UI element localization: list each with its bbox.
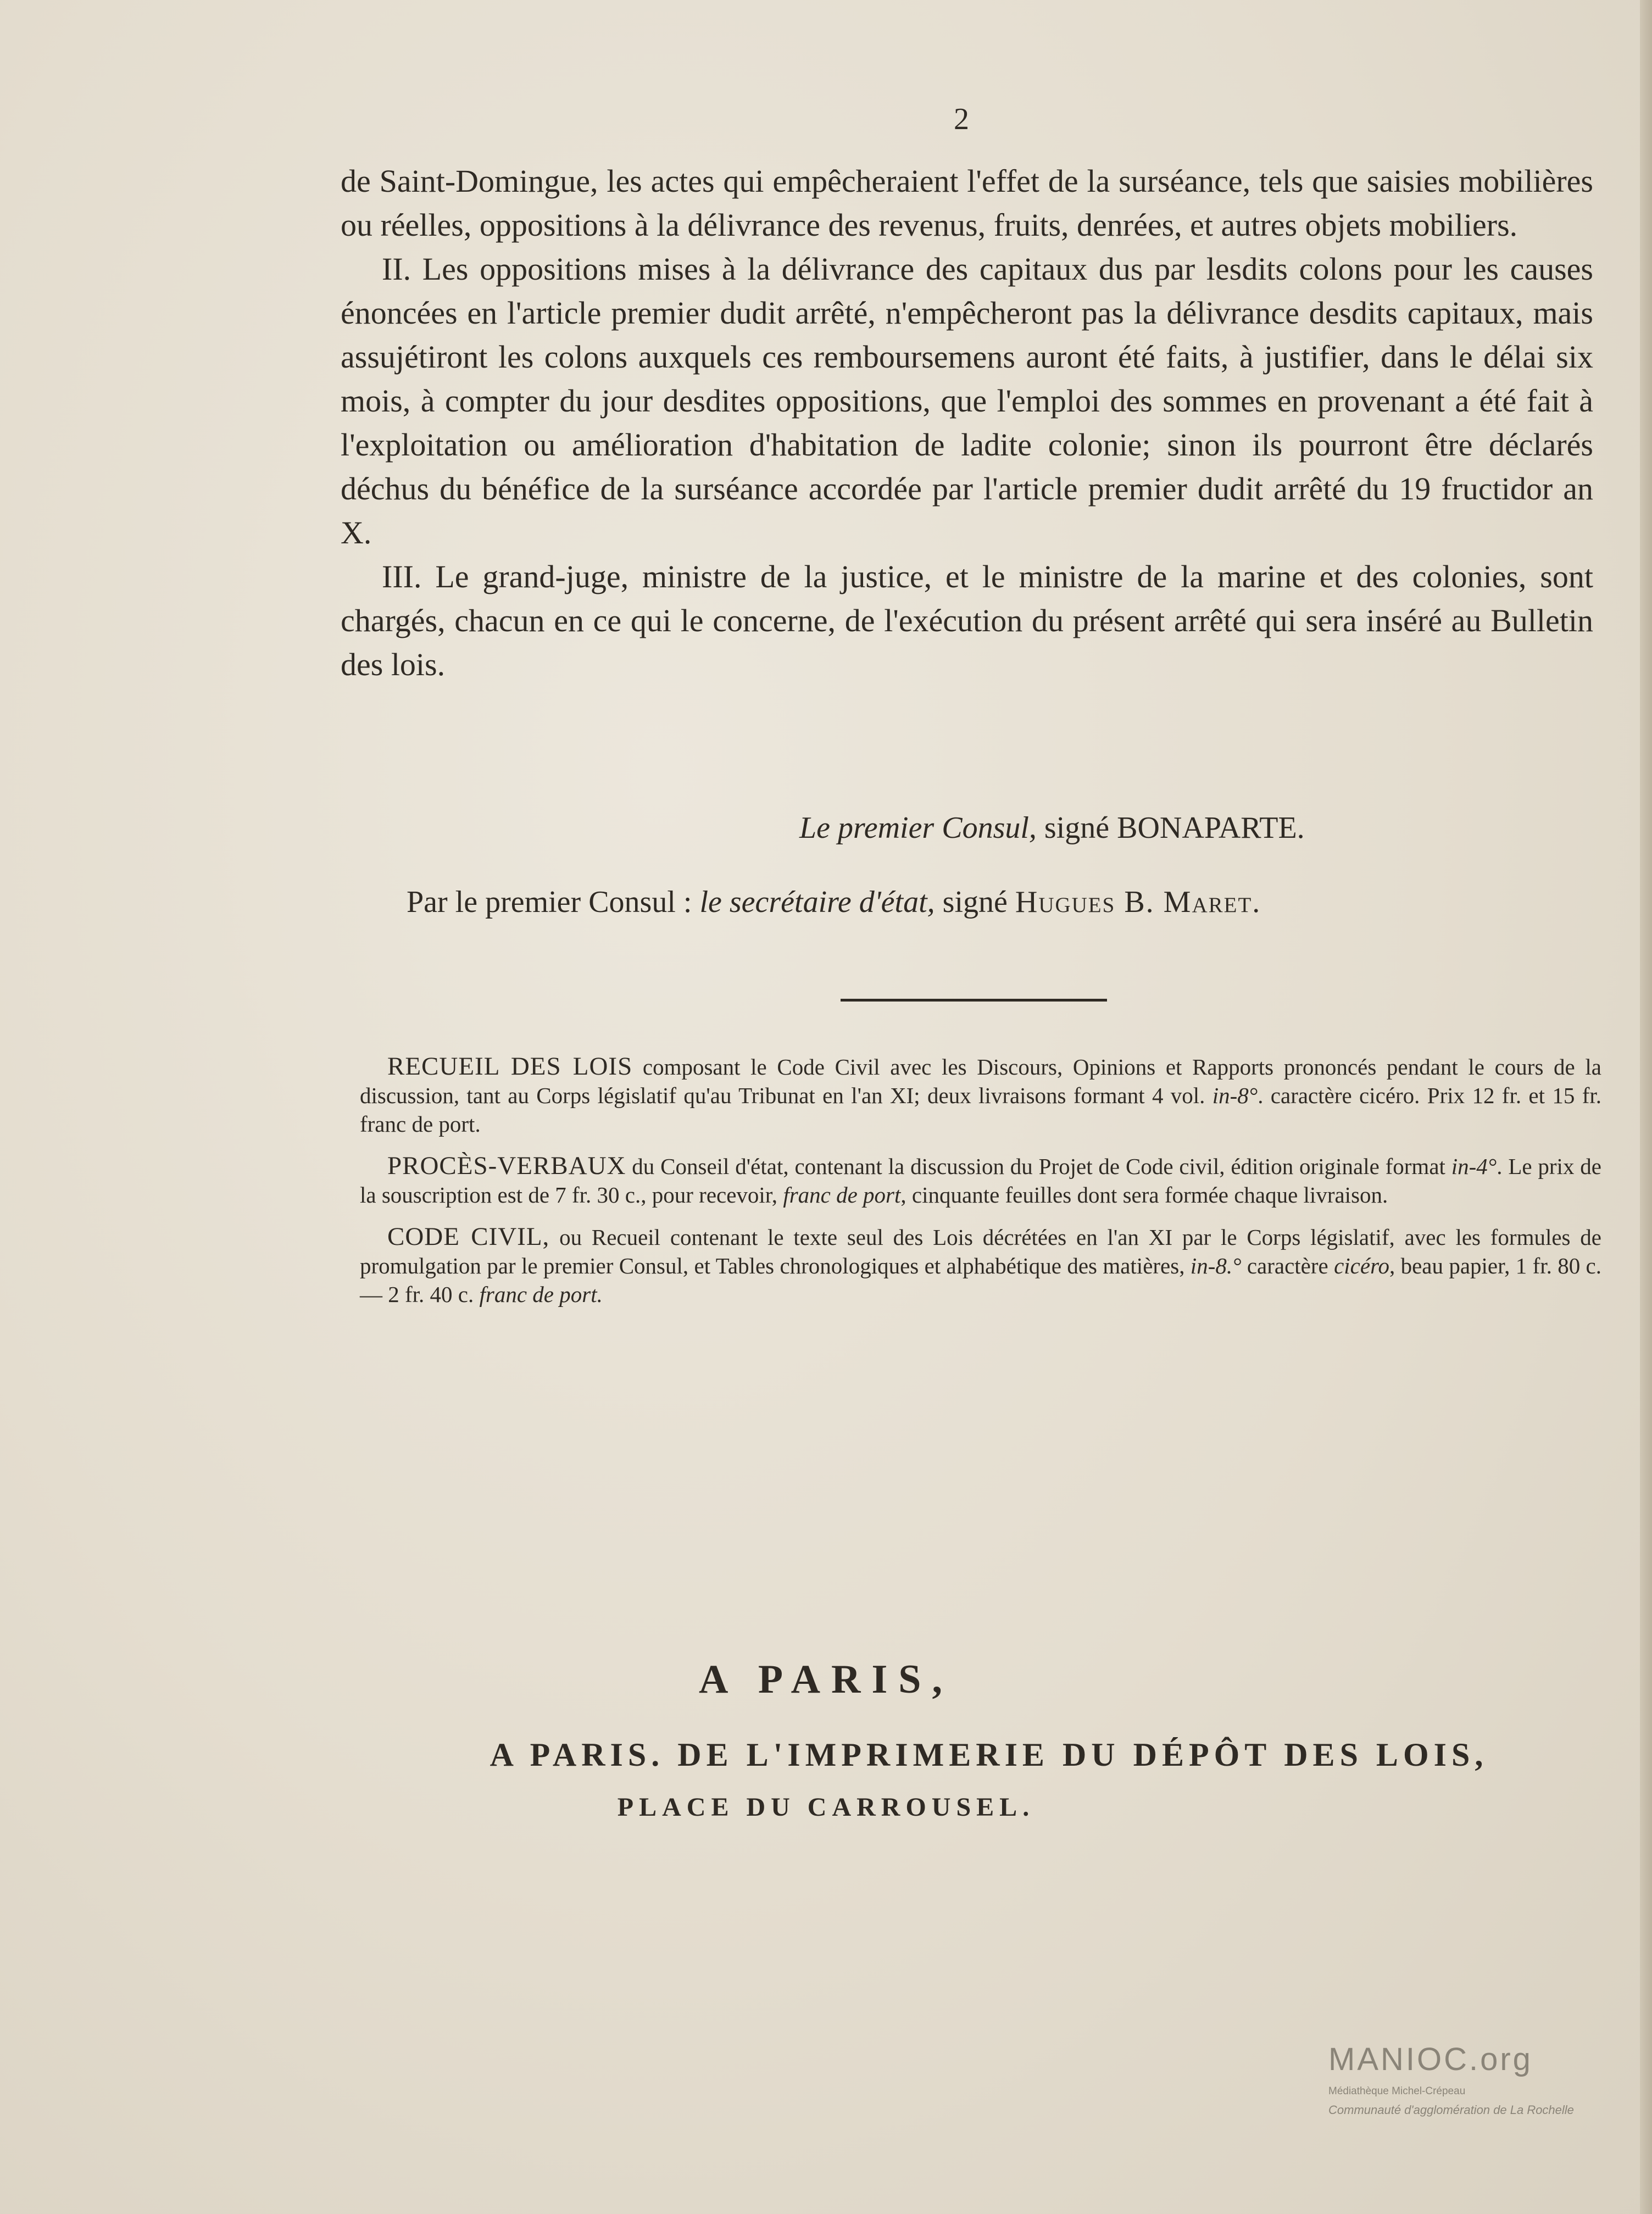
notice-recueil: RECUEIL DES LOIS composant le Code Civil avec les Discours, Opinions et Rapports prononcés pendant le cours de la discussion, tant au Corps législatif qu'au Tribunat en l'an XI; deux livraisons formant 4 vol. in-8°. caractère cicéro. Prix 12 fr. et 15 fr. franc de port. <box>360 1052 1601 1137</box>
signature-name: BONAPARTE. <box>1117 811 1305 845</box>
signature-secretary <box>407 885 1261 920</box>
page-number: 2 <box>954 102 969 136</box>
body-text <box>341 159 1593 687</box>
notice-code-civil: CODE CIVIL, ou Recueil contenant le texte seul des Lois décrétées en l'an XI par le Corps législatif, avec les formules de promulgation par le premier Consul, et Tables chronologiques et alphabétique des matières, in-8.° caractère cicéro, beau papier, 1 fr. 80 c. — 2 fr. 40 c. franc de port. <box>360 1222 1601 1307</box>
imprint-address: PLACE DU CARROUSEL. <box>617 1793 1035 1822</box>
signature-first-consul <box>799 810 1305 845</box>
signature-signed: signé <box>1044 811 1110 845</box>
signature-name: Hugues B. Maret. <box>1015 885 1261 919</box>
signature-signed: signé <box>942 885 1008 919</box>
watermark-library: Médiathèque Michel-Crépeau <box>1328 2085 1466 2097</box>
page-edge <box>1640 0 1652 2214</box>
article-3: III. Le grand-juge, ministre de la justice, et le ministre de la marine et des colonies, sont chargés, chacun en ce qui le concerne, de l'exécution du présent arrêté qui sera inséré au Bulletin des lois. <box>341 559 1593 682</box>
article-2: II. Les oppositions mises à la délivrance des capitaux dus par lesdits colons pour les causes énoncées en l'article premier dudit arrêté, n'empêcheront pas la délivrance desdits capitaux, mais assujétiront les colons auxquels ces remboursemens auront été faits, à justifier, dans le délai six mois, à compter du jour desdites oppositions, que l'emploi des sommes en provenant a été fait à l'exploitation ou amélioration d'habitation de ladite colonie; sinon ils pourront être déclarés déchus du bénéfice de la surséance accordée par l'article premier dudit arrêté du 19 fructidor an X. <box>341 251 1593 550</box>
imprint-printer: A PARIS. DE L'IMPRIMERIE DU DÉPÔT DES LOIS, <box>490 1737 1488 1773</box>
signature-title: Le premier Consul, <box>799 811 1037 845</box>
watermark-community: Communauté d'agglomération de La Rochelle <box>1328 2103 1574 2117</box>
publisher-notices <box>360 1052 1601 1322</box>
signature-title: le secrétaire d'état, <box>699 885 935 919</box>
paragraph-continuation: de Saint-Domingue, les actes qui empêcheraient l'effet de la surséance, tels que saisies mobilières ou réelles, oppositions à la délivrance des revenus, fruits, denrées, et autres objets mobiliers. <box>341 163 1593 243</box>
divider-rule <box>841 999 1107 1002</box>
watermark-brand: MANIOC.org <box>1328 2041 1533 2077</box>
manioc-watermark <box>1328 2041 1592 2117</box>
signature-prefix: Par le premier Consul : <box>407 885 692 919</box>
notice-proces-verbaux: PROCÈS-VERBAUX du Conseil d'état, contenant la discussion du Projet de Code civil, édition originale format in-4°. Le prix de la souscription est de 7 fr. 30 c., pour recevoir, franc de port, cinquante feuilles dont sera formée chaque livraison. <box>360 1151 1601 1208</box>
imprint-city: A PARIS, <box>699 1657 953 1702</box>
